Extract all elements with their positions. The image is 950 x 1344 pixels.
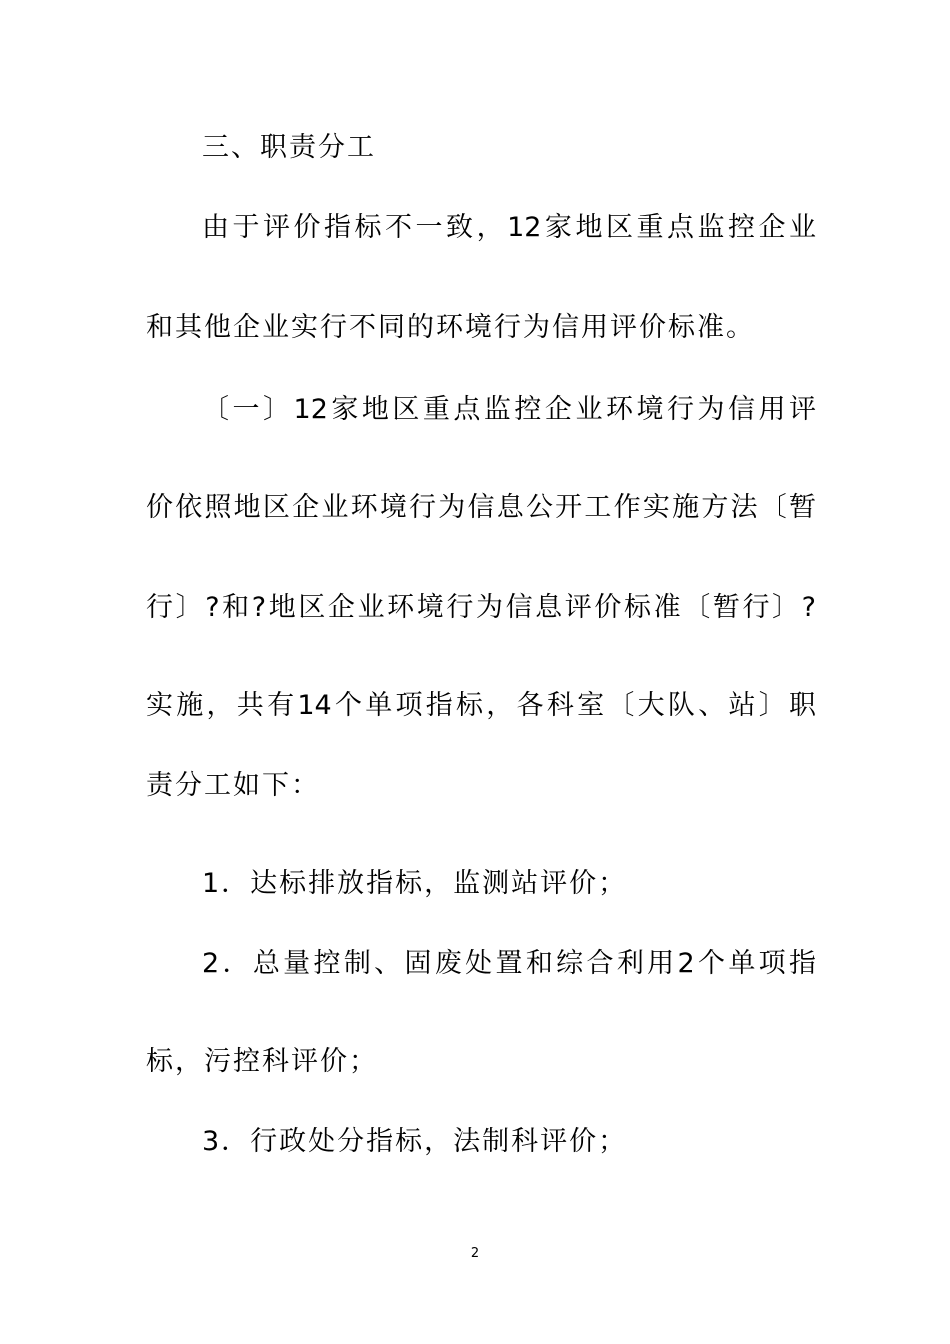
list-item-continuation: 标，污控科评价； <box>146 1046 378 1077</box>
list-item: 2．总量控制、固废处置和综合利用2个单项指 <box>202 948 816 979</box>
paragraph-line: 〔一〕12家地区重点监控企业环境行为信用评 <box>202 394 816 425</box>
list-item: 1．达标排放指标，监测站评价； <box>202 868 628 899</box>
section-heading: 三、职责分工 <box>202 132 376 163</box>
page-number: 2 <box>470 1246 480 1261</box>
paragraph-line: 行〕?和?地区企业环境行为信息评价标准〔暂行〕? <box>146 592 816 623</box>
paragraph-line: 由于评价指标不一致，12家地区重点监控企业 <box>202 212 816 243</box>
paragraph-line: 实施，共有14个单项指标，各科室〔大队、站〕职 <box>146 690 816 721</box>
list-item: 3．行政处分指标，法制科评价； <box>202 1126 628 1157</box>
paragraph-line: 责分工如下： <box>146 770 320 801</box>
paragraph-line: 和其他企业实行不同的环境行为信用评价标准。 <box>146 312 755 343</box>
paragraph-line: 价依照地区企业环境行为信息公开工作实施方法〔暂 <box>146 492 816 523</box>
